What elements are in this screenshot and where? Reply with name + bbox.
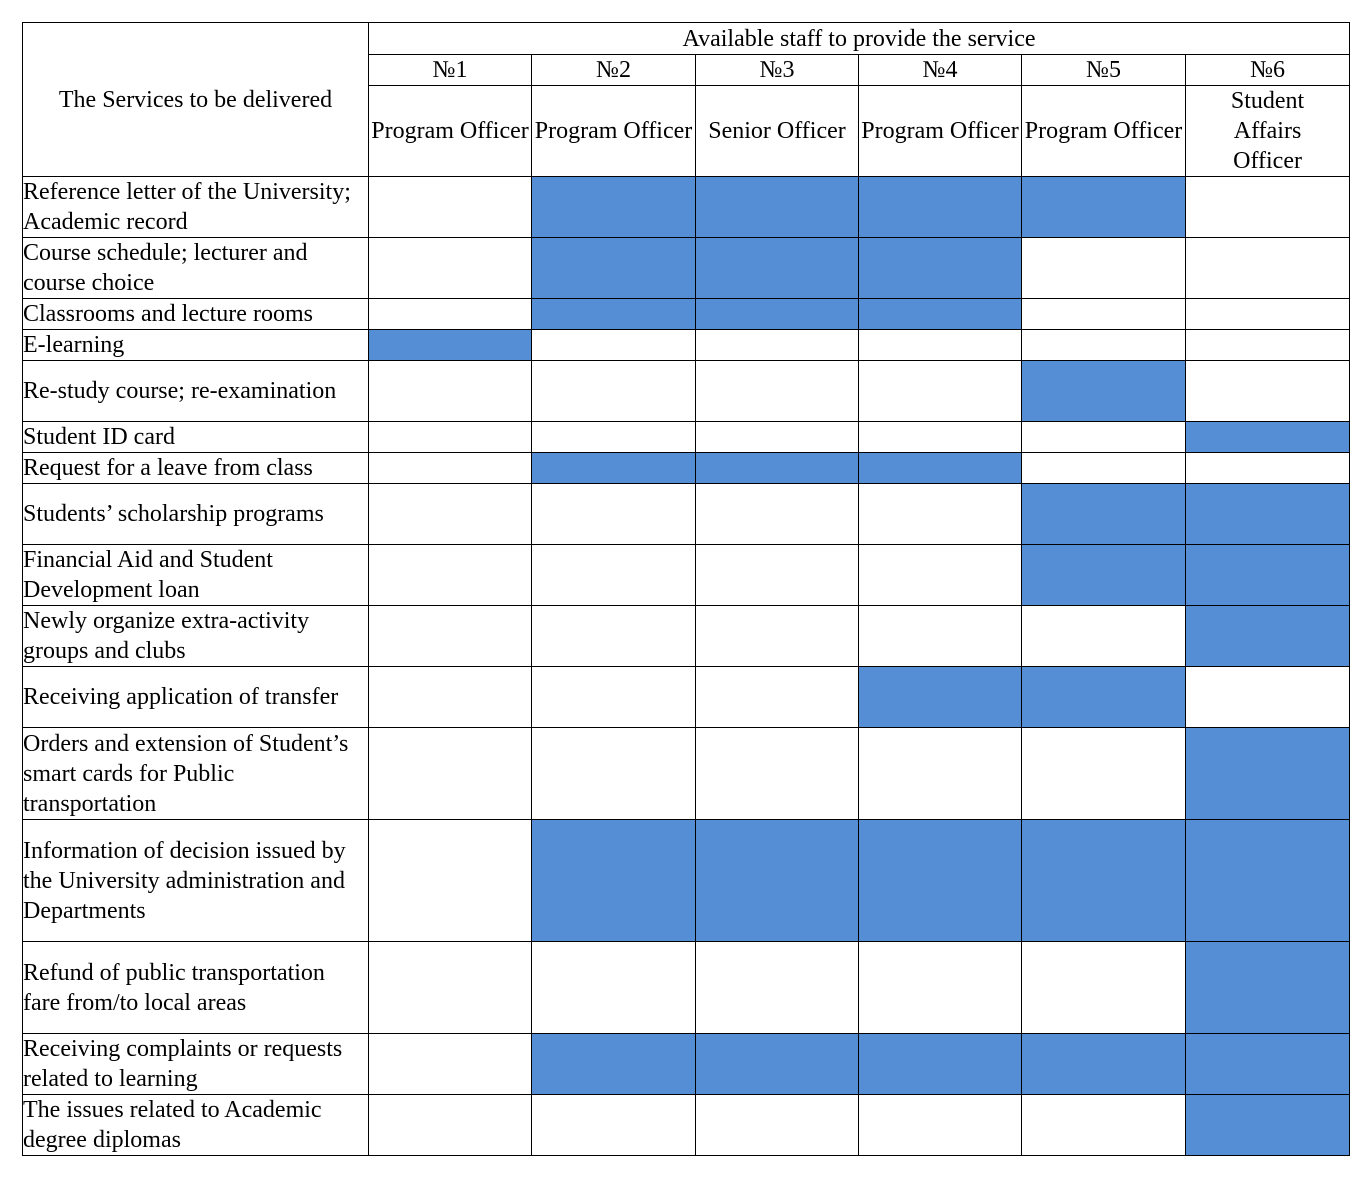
assigned-cell (696, 1034, 859, 1095)
assigned-cell (1186, 942, 1350, 1034)
empty-cell (1186, 667, 1350, 728)
assigned-cell (369, 330, 532, 361)
empty-cell (1022, 422, 1186, 453)
empty-cell (1022, 606, 1186, 667)
service-name: Receiving application of transfer (23, 667, 369, 728)
empty-cell (369, 942, 532, 1034)
empty-cell (696, 361, 859, 422)
empty-cell (696, 606, 859, 667)
empty-cell (369, 484, 532, 545)
assigned-cell (859, 453, 1022, 484)
empty-cell (1022, 238, 1186, 299)
empty-cell (369, 820, 532, 942)
empty-cell (369, 238, 532, 299)
empty-cell (369, 453, 532, 484)
empty-cell (532, 330, 696, 361)
assigned-cell (532, 299, 696, 330)
assigned-cell (859, 1034, 1022, 1095)
service-name: Reference letter of the University; Academic record (23, 177, 369, 238)
empty-cell (696, 942, 859, 1034)
assigned-cell (696, 299, 859, 330)
table-row (23, 1095, 1350, 1156)
assigned-cell (696, 177, 859, 238)
empty-cell (532, 942, 696, 1034)
assigned-cell (1186, 820, 1350, 942)
empty-cell (1186, 361, 1350, 422)
staff-number-header: №6 (1186, 55, 1350, 86)
empty-cell (532, 728, 696, 820)
table-row (23, 820, 1350, 942)
empty-cell (1186, 177, 1350, 238)
staff-role-header: Program Officer (1022, 86, 1186, 177)
staff-role-header: Program Officer (369, 86, 532, 177)
assigned-cell (1022, 1034, 1186, 1095)
service-name: E-learning (23, 330, 369, 361)
assigned-cell (859, 177, 1022, 238)
empty-cell (1022, 330, 1186, 361)
empty-cell (532, 667, 696, 728)
service-name: Orders and extension of Student’s smart cards for Public transportation (23, 728, 369, 820)
assigned-cell (532, 820, 696, 942)
empty-cell (859, 422, 1022, 453)
empty-cell (369, 299, 532, 330)
empty-cell (859, 942, 1022, 1034)
table-row (23, 299, 1350, 330)
staff-role-header: Student Affairs Officer (1186, 86, 1350, 177)
empty-cell (1186, 299, 1350, 330)
service-name: Re-study course; re-examination (23, 361, 369, 422)
assigned-cell (859, 238, 1022, 299)
table-row (23, 422, 1350, 453)
table-row (23, 728, 1350, 820)
empty-cell (859, 728, 1022, 820)
empty-cell (696, 484, 859, 545)
staff-number-header: №5 (1022, 55, 1186, 86)
service-name: Student ID card (23, 422, 369, 453)
assigned-cell (1022, 667, 1186, 728)
assigned-cell (1022, 820, 1186, 942)
empty-cell (369, 1095, 532, 1156)
service-name: Request for a leave from class (23, 453, 369, 484)
empty-cell (859, 606, 1022, 667)
table-row (23, 942, 1350, 1034)
staff-number-header: №3 (696, 55, 859, 86)
empty-cell (1022, 942, 1186, 1034)
empty-cell (369, 545, 532, 606)
assigned-cell (1186, 1095, 1350, 1156)
table-row (23, 545, 1350, 606)
empty-cell (696, 545, 859, 606)
empty-cell (369, 1034, 532, 1095)
assigned-cell (696, 820, 859, 942)
service-rows (23, 177, 1350, 1156)
empty-cell (369, 177, 532, 238)
service-name: Newly organize extra-activity groups and clubs (23, 606, 369, 667)
empty-cell (532, 484, 696, 545)
assigned-cell (532, 238, 696, 299)
empty-cell (369, 728, 532, 820)
service-name: Refund of public transportation fare from/to local areas (23, 942, 369, 1034)
service-name: Course schedule; lecturer and course choice (23, 238, 369, 299)
table-row (23, 667, 1350, 728)
assigned-cell (696, 238, 859, 299)
staff-group-header: Available staff to provide the service (369, 23, 1350, 55)
empty-cell (696, 330, 859, 361)
assigned-cell (1022, 361, 1186, 422)
service-name: Students’ scholarship programs (23, 484, 369, 545)
empty-cell (532, 422, 696, 453)
assigned-cell (696, 453, 859, 484)
empty-cell (1186, 453, 1350, 484)
staff-role-header: Senior Officer (696, 86, 859, 177)
empty-cell (1022, 453, 1186, 484)
empty-cell (532, 1095, 696, 1156)
service-name: Financial Aid and Student Development loan (23, 545, 369, 606)
empty-cell (1186, 238, 1350, 299)
service-name: Receiving complaints or requests related to learning (23, 1034, 369, 1095)
empty-cell (1022, 728, 1186, 820)
assigned-cell (1186, 728, 1350, 820)
empty-cell (369, 422, 532, 453)
service-name: The issues related to Academic degree diplomas (23, 1095, 369, 1156)
assigned-cell (1186, 545, 1350, 606)
table-row (23, 453, 1350, 484)
table-row (23, 238, 1350, 299)
table-row (23, 330, 1350, 361)
empty-cell (369, 667, 532, 728)
empty-cell (532, 361, 696, 422)
empty-cell (859, 330, 1022, 361)
assigned-cell (859, 299, 1022, 330)
table-row (23, 606, 1350, 667)
empty-cell (859, 545, 1022, 606)
empty-cell (859, 361, 1022, 422)
assigned-cell (1022, 177, 1186, 238)
assigned-cell (1186, 1034, 1350, 1095)
empty-cell (1022, 299, 1186, 330)
empty-cell (696, 1095, 859, 1156)
empty-cell (859, 484, 1022, 545)
assigned-cell (532, 453, 696, 484)
empty-cell (532, 545, 696, 606)
empty-cell (369, 361, 532, 422)
assigned-cell (1186, 422, 1350, 453)
table-row (23, 484, 1350, 545)
service-name: Classrooms and lecture rooms (23, 299, 369, 330)
empty-cell (1186, 330, 1350, 361)
table-row (23, 177, 1350, 238)
empty-cell (1022, 1095, 1186, 1156)
assigned-cell (1186, 606, 1350, 667)
empty-cell (369, 606, 532, 667)
empty-cell (696, 728, 859, 820)
staff-number-header: №1 (369, 55, 532, 86)
empty-cell (696, 422, 859, 453)
assigned-cell (1186, 484, 1350, 545)
service-name: Information of decision issued by the University administration and Departments (23, 820, 369, 942)
staff-role-header: Program Officer (532, 86, 696, 177)
services-column-header: The Services to be delivered (23, 23, 369, 177)
table-row (23, 361, 1350, 422)
assigned-cell (859, 667, 1022, 728)
assigned-cell (1022, 484, 1186, 545)
assigned-cell (1022, 545, 1186, 606)
assigned-cell (532, 177, 696, 238)
staff-role-header: Program Officer (859, 86, 1022, 177)
table-row (23, 1034, 1350, 1095)
service-staff-table (22, 22, 1350, 1156)
empty-cell (859, 1095, 1022, 1156)
staff-number-header: №4 (859, 55, 1022, 86)
empty-cell (532, 606, 696, 667)
staff-number-header: №2 (532, 55, 696, 86)
empty-cell (696, 667, 859, 728)
assigned-cell (859, 820, 1022, 942)
assigned-cell (532, 1034, 696, 1095)
